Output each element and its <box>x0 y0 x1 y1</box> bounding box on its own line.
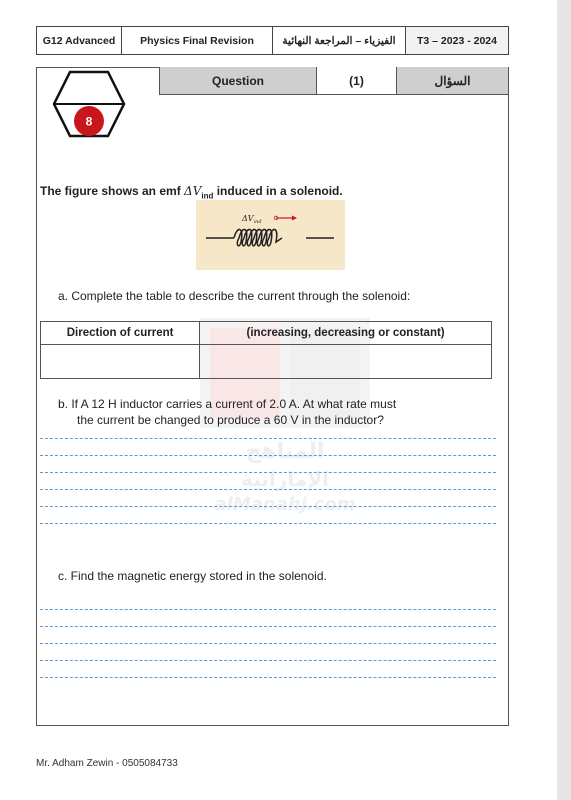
table-cell-change[interactable] <box>200 345 492 379</box>
svg-text:ΔVind <box>241 214 262 225</box>
header-term: T3 – 2023 - 2024 <box>406 27 508 54</box>
part-b-line-1: b. If A 12 H inductor carries a current of 2.0 A. At what rate must <box>58 397 397 411</box>
prompt-suffix: induced in a solenoid. <box>213 184 343 198</box>
answer-line[interactable] <box>40 660 496 661</box>
answer-line[interactable] <box>40 472 496 473</box>
watermark-text-3: alManahj.com <box>214 494 356 515</box>
answer-line[interactable] <box>40 438 496 439</box>
header-table <box>36 26 509 55</box>
header-subject: Physics Final Revision <box>122 27 273 54</box>
question-prompt <box>40 184 343 200</box>
answer-line[interactable] <box>40 455 496 456</box>
page-edge-shade <box>557 0 571 800</box>
answer-line[interactable] <box>40 523 496 524</box>
answer-line[interactable] <box>40 677 496 678</box>
part-a-text: a. Complete the table to describe the current through the solenoid: <box>58 289 411 303</box>
answer-table <box>40 321 492 379</box>
badge-number: 8 <box>85 114 93 129</box>
question-number: (1) <box>317 67 397 94</box>
prompt-prefix: The figure shows an emf <box>40 184 185 198</box>
solenoid-figure <box>196 200 345 270</box>
question-bar <box>159 67 509 95</box>
answer-line[interactable] <box>40 626 496 627</box>
table-header-direction: Direction of current <box>41 322 200 345</box>
answer-line[interactable] <box>40 489 496 490</box>
answer-line[interactable] <box>40 643 496 644</box>
question-label: Question <box>160 67 317 94</box>
hexagon-badge-icon <box>52 70 126 142</box>
prompt-subscript: ind <box>201 191 214 201</box>
watermark-text-1: المناهج <box>245 439 325 464</box>
question-label-arabic: السؤال <box>397 67 508 94</box>
figure-label-sub: ind <box>253 219 262 225</box>
header-subject-arabic: الفيزياء – المراجعة النهائية <box>273 27 406 54</box>
table-cell-direction[interactable] <box>41 345 200 379</box>
figure-label: ΔV <box>242 214 254 223</box>
answer-line[interactable] <box>40 506 496 507</box>
answer-line[interactable] <box>40 609 496 610</box>
prompt-symbol: ΔV <box>184 184 202 198</box>
watermark-text-2: الإماراتية <box>241 467 329 491</box>
header-grade: G12 Advanced <box>37 27 122 54</box>
part-c-text: c. Find the magnetic energy stored in the solenoid. <box>58 569 327 583</box>
table-header-change: (increasing, decreasing or constant) <box>200 322 492 345</box>
part-b-line-2: the current be changed to produce a 60 V in the inductor? <box>77 413 384 427</box>
solenoid-icon <box>196 200 345 270</box>
footer-author: Mr. Adham Zewin - 0505084733 <box>36 758 178 769</box>
